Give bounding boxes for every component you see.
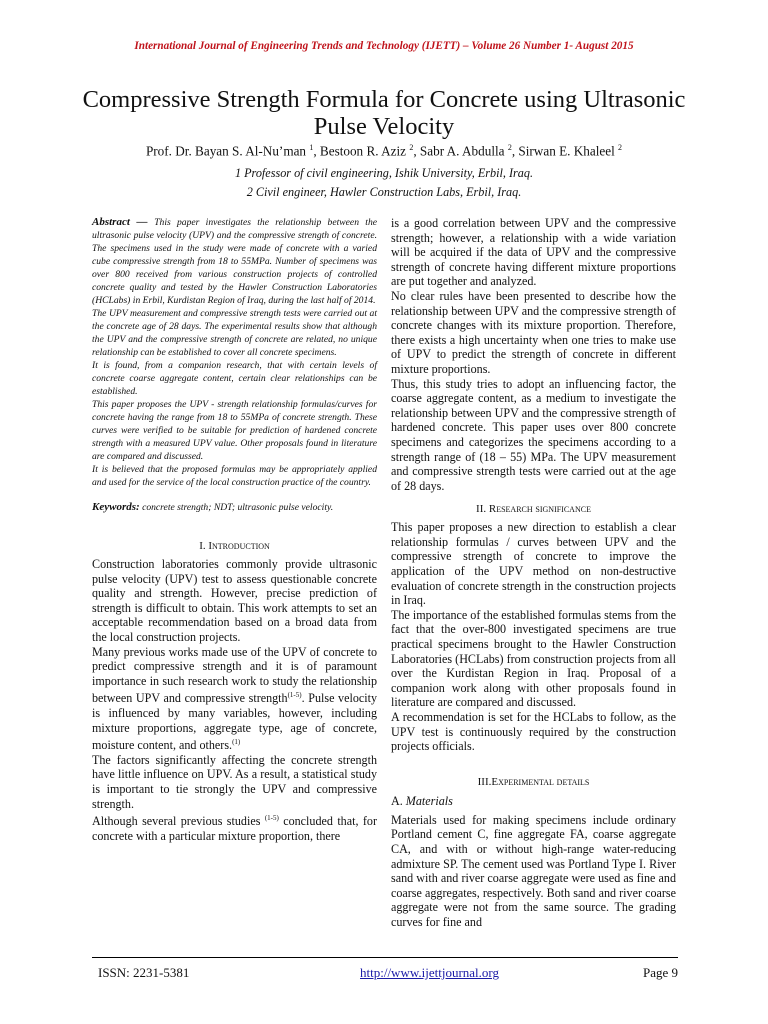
abstract-paragraph: It is believed that the proposed formulas may be appropriately applied and used for the service of the local construction practice of the country. <box>92 464 377 488</box>
subsection-title: Materials <box>405 793 453 808</box>
body-paragraph: Thus, this study tries to adopt an influencing factor, the coarse aggregate content, as a medium to investigate the relationship between UPV and the compressive strength of hardened concrete. This paper uses over 800 concrete specimens and categorizes the specimens according to a strength range of (18 – 55) MPa. The UPV measurement and compressive strength tests were carried out at the age of 28 days. <box>391 376 676 493</box>
section-heading-research-significance <box>391 503 676 515</box>
body-paragraph <box>92 811 377 843</box>
introduction-text <box>92 557 377 843</box>
section-title: Introduction <box>208 540 270 552</box>
citation-mark: (1) <box>232 738 241 747</box>
body-text-span: concluded that, for concrete with a particular mixture proportion, there <box>92 814 377 843</box>
author-affiliation-mark: 2 <box>618 143 623 152</box>
abstract-paragraph: This paper investigates the relationship between the ultrasonic pulse velocity (UPV) and the compressive strength of concrete. The specimens used in the study were made of concrete with a varied cube compressive strength from 18 to 55MPa. Number of specimens was over 800 received from various construction projects of controlled concrete quality and tested by the Hawler Construction Laboratories (HCLabs) in Erbil, Kurdistan Region of Iraq, during the last half of 2014. <box>92 217 377 306</box>
body-text-span: . Pulse velocity is influenced by many variables, however, including mixture proportions, aggregate type, age of concrete, moisture content, and others. <box>92 691 378 753</box>
abstract-paragraph: This paper proposes the UPV - strength relationship formulas/curves for concrete having the range from 18 to 55MPa of concrete strength. These curves were verified to be suitable for prediction of hardened concrete strength with a measured UPV value. Other proposals found in literature are compared and discussed. <box>92 399 377 462</box>
author-separator: , <box>511 143 519 159</box>
body-text-span: Although several previous studies <box>92 814 265 829</box>
affiliation-2: 2 Civil engineer, Hawler Construction Labs, Erbil, Iraq. <box>246 185 522 199</box>
keywords-colon: : <box>136 501 140 513</box>
subsection-number: A. <box>391 793 406 808</box>
keywords-label: Keywords <box>92 501 136 513</box>
body-paragraph: This paper proposes a new direction to establish a clear relationship formulas / curves between UPV and the compressive strength of concrete to improve the application of the UPV method on non-destructive evaluation of concrete strength in the construction projects in Iraq. <box>391 520 676 608</box>
body-paragraph: The importance of the established formulas stems from the fact that the over-800 investigated specimens are true practical specimens brought to the Hawler Construction Laboratories (HCLabs) from construction projects from all over the Kurdistan Region in Iraq. Proposal of a companion work along with other proposals found in literature are compared and discussed. <box>391 607 676 710</box>
author-list <box>0 143 768 159</box>
journal-link[interactable]: http://www.ijettjournal.org <box>360 965 500 980</box>
introduction-continued <box>391 216 676 493</box>
abstract-paragraph: It is found, from a companion research, that with certain levels of concrete coarse aggregate content, certain clear relationships can be established. <box>92 360 377 397</box>
author-affiliation-mark: 2 <box>409 143 414 152</box>
affiliation-1: 1 Professor of civil engineering, Ishik University, Erbil, Iraq. <box>234 166 534 180</box>
left-column <box>92 216 377 843</box>
right-column <box>391 216 676 930</box>
author-name: Prof. Dr. Bayan S. Al-Nu’man <box>145 143 310 159</box>
citation-mark: (1-5) <box>287 691 302 700</box>
keywords <box>92 501 377 514</box>
body-text-span: Many previous works made use of the UPV of concrete to predict compressive strength and it is of paramount importance in such research work to study the relationship between UPV and compressive strength <box>92 644 377 706</box>
abstract-dash: — <box>129 216 155 228</box>
abstract-paragraph: The UPV measurement and compressive strength tests were carried out at the concrete age of 28 days. The experimental results show that although the UPV and the compressive strength of concrete are related, no unique relationship can be established to cover all concrete specimens. <box>92 308 377 358</box>
author-name: Sabr A. Abdulla <box>419 143 508 159</box>
section-number: II. <box>476 503 489 516</box>
body-paragraph <box>92 645 377 753</box>
research-significance-text <box>391 520 676 754</box>
body-paragraph: is a good correlation between UPV and the compressive strength; however, a relationship with a wide variation will be acquired if the data of UPV and the compressive strength of concrete having different mixture proportions are put together and analyzed. <box>391 216 676 289</box>
subsection-heading-materials <box>391 794 676 809</box>
body-paragraph: A recommendation is set for the HCLabs to follow, as the UPV test is continuously required by the construction projects officials. <box>391 710 676 754</box>
body-paragraph: The factors significantly affecting the concrete strength have little influence on UPV. As a result, a statistical study is important to tie strongly the UPV and compressive strength. <box>92 752 377 811</box>
section-number: I. <box>199 540 209 552</box>
author-affiliation-mark: 2 <box>507 143 512 152</box>
materials-text <box>391 813 676 930</box>
issn: ISSN: 2231-5381 <box>98 965 190 980</box>
author-separator: , <box>413 143 420 159</box>
author-separator: , <box>313 143 320 159</box>
keywords-text: concrete strength; NDT; ultrasonic pulse velocity. <box>139 502 334 513</box>
section-heading-experimental-details <box>391 776 676 788</box>
abstract <box>92 216 377 489</box>
paper-title: Compressive Strength Formula for Concrete using Ultrasonic Pulse Velocity <box>82 86 686 140</box>
journal-header: International Journal of Engineering Trends and Technology (IJETT) – Volume 26 Number 1- August 2015 <box>134 40 634 52</box>
section-heading-introduction <box>92 540 377 552</box>
page-number: Page 9 <box>642 965 678 980</box>
section-title: Research significance <box>488 503 591 516</box>
section-number: III. <box>477 775 492 788</box>
body-paragraph: Construction laboratories commonly provide ultrasonic pulse velocity (UPV) test to assess questionable concrete quality and strength. However, precise prediction of strength is difficult to obtain. This work attempts to set an acceptable recommendation based on a broad data from the local construction projects. <box>92 557 377 644</box>
body-paragraph: No clear rules have been presented to describe how the relationship between UPV and the compressive strength of concrete changes with its mixture proportion. Therefore, there exists a high uncertainty when one tries to make use of UPV to predict the strength of concrete in different mixture proportions. <box>391 288 676 376</box>
citation-mark: (1-5) <box>264 814 279 823</box>
author-name: Bestoon R. Aziz <box>319 143 410 159</box>
section-title: Experimental details <box>491 775 590 788</box>
footer-divider <box>92 957 678 958</box>
author-name: Sirwan E. Khaleel <box>518 143 619 159</box>
author-affiliation-mark: 1 <box>309 143 314 152</box>
body-paragraph: Materials used for making specimens include ordinary Portland cement C, fine aggregate FA, coarse aggregate CA, and with or without high-range water-reducing admixture SP. The cement used was Portland Type I. River sand with and river coarse aggregate were used as fine and coarse aggregates, respectively. Both sand and river coarse aggregate were not from the same source. The grading curves for fine and <box>391 812 676 929</box>
abstract-label: Abstract <box>92 216 130 228</box>
